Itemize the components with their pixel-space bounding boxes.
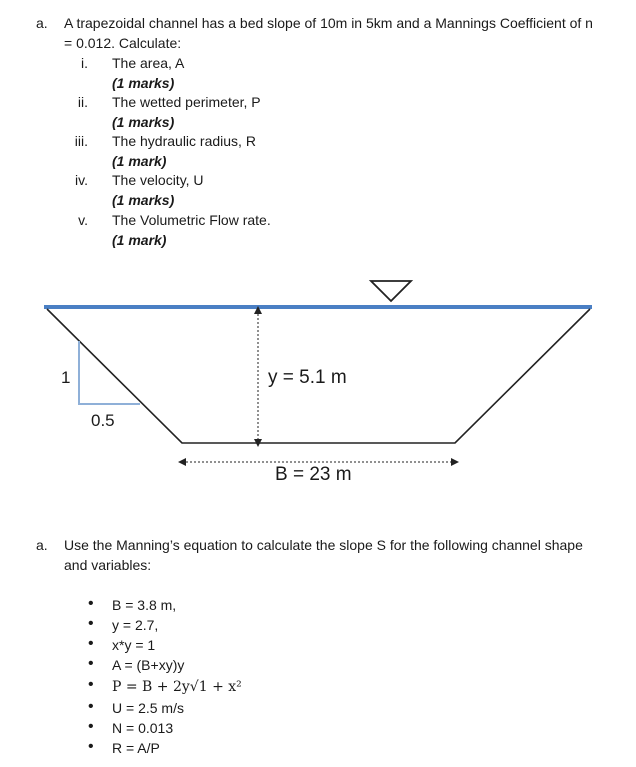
bullet-item-manning-n: N = 0.013 (112, 720, 174, 736)
question-a2-label: a. (36, 537, 48, 553)
bullet-item-perimeter: P = B + 2y√1 + x² (112, 679, 242, 695)
item-numeral-i: i. (81, 55, 88, 71)
depth-label: y = 5.1 m (268, 367, 347, 388)
item-mark-ii: (1 marks) (112, 114, 175, 130)
bullet-dot: • (88, 698, 94, 715)
bullet-dot: • (88, 655, 94, 672)
bullet-item-y: y = 2.7, (112, 617, 159, 633)
question-a1-intro-line1: A trapezoidal channel has a bed slope of 10m in 5km and a Mannings Coefficient of n (64, 15, 593, 31)
item-numeral-v: v. (78, 212, 88, 228)
item-mark-i: (1 marks) (112, 75, 175, 91)
bullet-dot: • (88, 676, 94, 693)
item-mark-iii: (1 mark) (112, 153, 167, 169)
bullet-item-radius: R = A/P (112, 740, 160, 756)
item-text-iv: The velocity, U (112, 172, 204, 188)
bullet-item-area: A = (B+xy)y (112, 657, 185, 673)
question-a1-label: a. (36, 15, 48, 31)
item-text-ii: The wetted perimeter, P (112, 94, 261, 110)
question-a2-line2: and variables: (64, 557, 152, 573)
bullet-item-xy: x*y = 1 (112, 637, 156, 653)
item-text-iii: The hydraulic radius, R (112, 133, 256, 149)
side-run-label: 0.5 (91, 411, 115, 430)
question-a2-line1: Use the Manning’s equation to calculate the slope S for the following channel shape (64, 537, 583, 553)
bullet-dot: • (88, 738, 94, 755)
item-mark-v: (1 mark) (112, 232, 167, 248)
item-numeral-iv: iv. (75, 172, 88, 188)
bullet-dot: • (88, 718, 94, 735)
item-text-i: The area, A (112, 55, 185, 71)
item-numeral-iii: iii. (74, 133, 88, 149)
water-level-symbol (371, 281, 411, 301)
item-text-v: The Volumetric Flow rate. (112, 212, 271, 228)
item-mark-iv: (1 marks) (112, 192, 175, 208)
bullet-dot: • (88, 635, 94, 652)
channel-diagram (0, 270, 636, 490)
item-numeral-ii: ii. (77, 94, 88, 110)
bullet-dot: • (88, 595, 94, 612)
bullet-dot: • (88, 615, 94, 632)
question-a1-intro-line2: = 0.012. Calculate: (64, 35, 182, 51)
side-rise-label: 1 (61, 368, 71, 387)
base-label: B = 23 m (275, 464, 352, 485)
bullet-item-b: B = 3.8 m, (112, 597, 177, 613)
bullet-item-velocity: U = 2.5 m/s (112, 700, 184, 716)
